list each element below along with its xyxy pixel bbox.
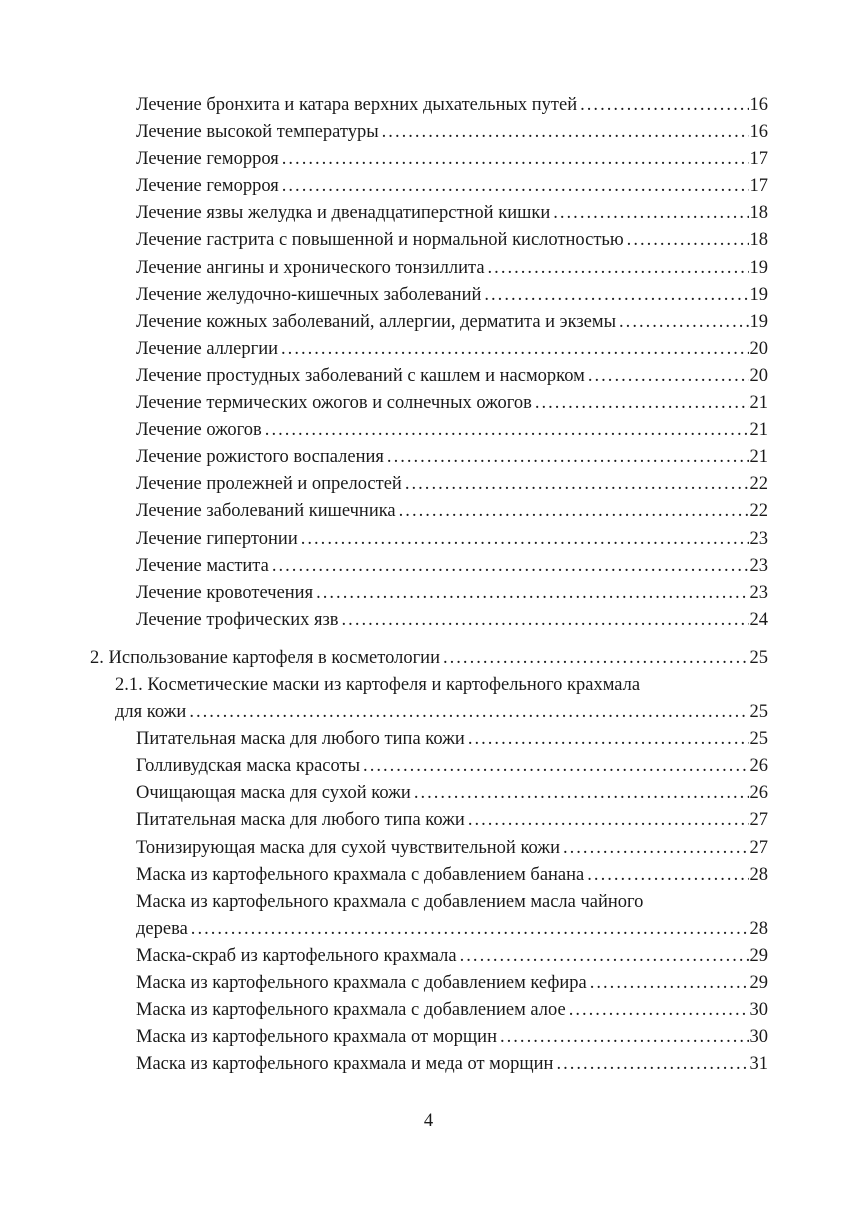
toc-entry-page: 19 — [749, 311, 768, 332]
dot-leader — [619, 309, 748, 336]
toc-entry-page: 19 — [749, 257, 768, 278]
toc-entry — [136, 417, 768, 444]
toc-entry-page: 22 — [749, 474, 768, 495]
toc-entry — [136, 607, 768, 634]
dot-leader — [405, 471, 749, 498]
toc-entry — [136, 119, 768, 146]
toc-entry — [136, 580, 768, 607]
toc-entry-title: Питательная маска для любого типа кожи — [136, 810, 465, 831]
toc-entry-title: Маска-скраб из картофельного крахмала — [136, 945, 457, 966]
dot-leader — [488, 255, 749, 282]
dot-leader — [443, 645, 749, 672]
toc-entry-title: Лечение аллергии — [136, 338, 279, 359]
dot-leader — [556, 1051, 748, 1078]
dot-leader — [301, 526, 749, 553]
dot-leader — [265, 417, 749, 444]
dot-leader — [281, 336, 748, 363]
toc-chapter-page: 25 — [749, 647, 768, 668]
toc-entry-page: 29 — [749, 945, 768, 966]
toc-entry-page: 18 — [749, 203, 768, 224]
toc-section-title-cont: для кожи — [115, 702, 187, 723]
toc-entry — [136, 997, 768, 1024]
toc-entry — [136, 363, 768, 390]
toc-entry — [136, 92, 768, 119]
toc-entry-title: Лечение рожистого воспаления — [136, 447, 384, 468]
table-of-contents — [0, 92, 857, 1078]
toc-entry — [136, 336, 768, 363]
toc-entry-page: 29 — [749, 973, 768, 993]
toc-entry-page: 27 — [749, 810, 768, 831]
dot-leader — [399, 498, 749, 525]
toc-entry-title: Голливудская маска красоты — [136, 756, 361, 777]
toc-entry-continuation — [136, 916, 768, 943]
toc-entry — [136, 471, 768, 498]
toc-entry — [136, 943, 768, 970]
dot-leader — [569, 997, 749, 1024]
toc-entry-page: 24 — [749, 609, 768, 630]
toc-entry-page: 17 — [749, 176, 768, 197]
toc-entry-page: 25 — [749, 729, 768, 750]
toc-chapter-title: 2. Использование картофеля в косметологии — [90, 647, 440, 668]
toc-entry — [136, 282, 768, 309]
toc-entry-page: 28 — [749, 864, 768, 885]
toc-entry-title: Лечение простудных заболеваний с кашлем и насморком — [136, 365, 585, 386]
toc-entry-title: Лечение желудочно-кишечных заболеваний — [136, 284, 482, 305]
dot-leader — [580, 92, 748, 119]
toc-entry-title: Лечение язвы желудка и двенадцатиперстной кишки — [136, 203, 551, 224]
toc-entry — [136, 227, 768, 254]
toc-entry — [136, 146, 768, 173]
toc-entry-page: 31 — [749, 1054, 768, 1075]
toc-entry-title: Лечение геморроя — [136, 176, 279, 197]
toc-entry-page: 19 — [749, 284, 768, 305]
toc-entry — [136, 553, 768, 580]
toc-entry — [136, 498, 768, 525]
toc-entry-title: Лечение заболеваний кишечника — [136, 501, 396, 522]
toc-entry-title: Лечение кровотечения — [136, 582, 314, 603]
toc-entry — [136, 889, 768, 916]
toc-entry-page: 26 — [749, 783, 768, 804]
toc-entry-page: 30 — [749, 1027, 768, 1048]
dot-leader — [627, 227, 749, 254]
toc-entry-title: Лечение термических ожогов и солнечных ожогов — [136, 393, 532, 414]
dot-leader — [535, 390, 749, 417]
dot-leader — [590, 970, 749, 997]
toc-entry-page: 23 — [749, 555, 768, 576]
toc-entry-page: 18 — [749, 230, 768, 251]
dot-leader — [189, 699, 748, 726]
toc-entry — [136, 309, 768, 336]
toc-entry-title-cont: дерева — [136, 918, 188, 939]
dot-leader — [414, 780, 749, 807]
toc-entry-page: 20 — [749, 365, 768, 386]
toc-entry — [136, 390, 768, 417]
toc-entry-title: Лечение геморроя — [136, 149, 279, 170]
toc-entry-title: Лечение трофических язв — [136, 609, 339, 630]
toc-entry-title: Лечение мастита — [136, 555, 269, 576]
toc-section-continuation — [115, 699, 768, 726]
toc-entry-title: Лечение пролежней и опрелостей — [136, 474, 402, 495]
toc-entry — [136, 200, 768, 227]
toc-entry-page: 16 — [749, 122, 768, 143]
toc-entry — [136, 1051, 768, 1078]
toc-entry-page: 22 — [749, 501, 768, 522]
toc-entry-page: 27 — [749, 837, 768, 858]
toc-entry — [136, 780, 768, 807]
dot-leader — [468, 807, 749, 834]
toc-entry-page: 17 — [749, 149, 768, 170]
toc-entry — [136, 526, 768, 553]
dot-leader — [282, 173, 749, 200]
toc-entry-title: Маска из картофельного крахмала с добавлением кефира — [136, 973, 587, 993]
toc-section-title: 2.1. Косметические маски из картофеля и картофельного крахмала — [115, 674, 641, 695]
toc-chapter — [90, 645, 768, 672]
dot-leader — [587, 862, 748, 889]
dot-leader — [500, 1024, 749, 1051]
toc-entry-title: Лечение бронхита и катара верхних дыхательных путей — [136, 95, 578, 115]
toc-entry-page: 23 — [749, 582, 768, 603]
toc-section-page: 25 — [749, 702, 768, 723]
toc-entry — [136, 835, 768, 862]
dot-leader — [363, 753, 748, 780]
toc-entry — [136, 1024, 768, 1051]
dot-leader — [553, 200, 748, 227]
dot-leader — [468, 726, 749, 753]
toc-entry-page: 30 — [749, 1000, 768, 1021]
toc-entry — [136, 807, 768, 834]
toc-entry-title: Лечение гипертонии — [136, 528, 298, 549]
toc-entry-page: 28 — [749, 918, 768, 939]
toc-entry-page: 21 — [749, 393, 768, 414]
dot-leader — [316, 580, 748, 607]
dot-leader — [272, 553, 749, 580]
dot-leader — [382, 119, 749, 146]
dot-leader — [191, 916, 749, 943]
toc-entry-title: Маска из картофельного крахмала от морщин — [136, 1027, 497, 1048]
toc-entry-title: Маска из картофельного крахмала с добавлением масла чайного — [136, 891, 644, 912]
toc-entry-title: Маска из картофельного крахмала с добавлением алое — [136, 1000, 566, 1021]
toc-entry — [136, 173, 768, 200]
dot-leader — [460, 943, 749, 970]
page-number: 4 — [423, 1111, 434, 1131]
toc-entry-page: 20 — [749, 338, 768, 359]
toc-entry — [136, 255, 768, 282]
dot-leader — [588, 363, 749, 390]
toc-entry-title: Питательная маска для любого типа кожи — [136, 729, 465, 750]
dot-leader — [342, 607, 749, 634]
toc-entry — [136, 726, 768, 753]
toc-entry-title: Лечение ангины и хронического тонзиллита — [136, 257, 485, 278]
dot-leader — [387, 444, 749, 471]
toc-entry — [136, 753, 768, 780]
toc-entry — [136, 862, 768, 889]
toc-entry-page: 16 — [749, 95, 768, 115]
toc-entry-page: 26 — [749, 756, 768, 777]
toc-entry-page: 23 — [749, 528, 768, 549]
toc-entry-page: 21 — [749, 447, 768, 468]
toc-entry-title: Маска из картофельного крахмала с добавлением банана — [136, 864, 585, 885]
toc-entry-title: Тонизирующая маска для сухой чувствительной кожи — [136, 837, 560, 858]
toc-entry-title: Лечение ожогов — [136, 420, 262, 441]
toc-section — [115, 672, 768, 699]
dot-leader — [484, 282, 748, 309]
toc-entry-title: Лечение гастрита с повышенной и нормальной кислотностью — [136, 230, 624, 251]
dot-leader — [563, 835, 749, 862]
toc-entry — [136, 970, 768, 997]
dot-leader — [282, 146, 749, 173]
toc-entry-title: Маска из картофельного крахмала и меда от морщин — [136, 1054, 554, 1075]
toc-entry — [136, 444, 768, 471]
toc-entry-title: Лечение кожных заболеваний, аллергии, дерматита и экземы — [136, 311, 617, 332]
toc-entry-title: Лечение высокой температуры — [136, 122, 379, 143]
toc-entry-title: Очищающая маска для сухой кожи — [136, 783, 411, 804]
toc-entry-page: 21 — [749, 420, 768, 441]
